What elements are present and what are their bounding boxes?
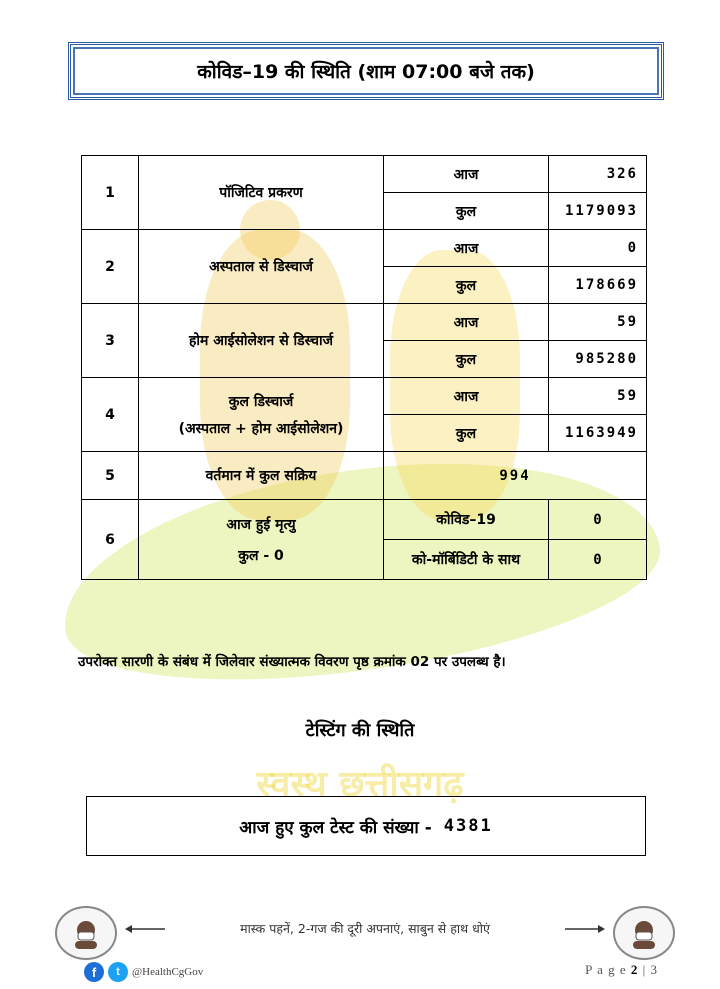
- facebook-icon[interactable]: f: [84, 962, 104, 982]
- sub-label: आज: [384, 304, 549, 341]
- arrow-right-icon: [565, 924, 605, 934]
- table-row: [82, 230, 647, 267]
- sub-value: 0: [549, 230, 647, 267]
- row-description: पॉजिटिव प्रकरण: [139, 156, 384, 230]
- mask-face-icon: [55, 906, 117, 960]
- page-label: P a g e: [585, 962, 627, 977]
- row-description: अस्पताल से डिस्चार्ज: [139, 230, 384, 304]
- sub-label: कुल: [384, 267, 549, 304]
- row-description: [139, 378, 384, 452]
- table-row: [82, 500, 647, 540]
- sub-label: आज: [384, 230, 549, 267]
- page-number: [585, 962, 658, 978]
- sub-value: 1163949: [549, 415, 647, 452]
- serial-number: 6: [82, 500, 139, 580]
- serial-number: 2: [82, 230, 139, 304]
- table-note: उपरोक्त सारणी के संबंध में जिलेवार संख्यात्मक विवरण पृष्ठ क्रमांक 02 पर उपलब्ध है।: [78, 654, 506, 670]
- footer-message: मास्क पहनें, 2-गज की दूरी अपनाएं, साबुन से हाथ धोएं: [240, 921, 490, 936]
- sub-value: 0: [549, 500, 647, 540]
- sub-value: 178669: [549, 267, 647, 304]
- page-current: 2: [630, 962, 639, 977]
- row-description: होम आईसोलेशन से डिस्चार्ज: [139, 304, 384, 378]
- serial-number: 4: [82, 378, 139, 452]
- sub-value: 59: [549, 304, 647, 341]
- sub-value: 59: [549, 378, 647, 415]
- row-description-line1: कुल डिस्चार्ज: [228, 393, 294, 410]
- serial-number: 1: [82, 156, 139, 230]
- footer-banner: [55, 906, 675, 958]
- row-description-line2: कुल - 0: [238, 547, 284, 564]
- sub-label: आज: [384, 378, 549, 415]
- sub-value: 326: [549, 156, 647, 193]
- mask-face-icon: [613, 906, 675, 960]
- twitter-icon[interactable]: t: [108, 962, 128, 982]
- active-cases-value: 994: [384, 452, 647, 500]
- serial-number: 5: [82, 452, 139, 500]
- page-sep: |: [642, 962, 647, 977]
- page-total: 3: [650, 962, 658, 977]
- watermark-bottom-text: स्वस्थ छत्तीसगढ़: [256, 764, 464, 805]
- row-description: वर्तमान में कुल सक्रिय: [139, 452, 384, 500]
- sub-label: कुल: [384, 415, 549, 452]
- social-handle[interactable]: [84, 962, 203, 982]
- testing-heading: टेस्टिंग की स्थिति: [305, 720, 415, 741]
- table-row: [82, 156, 647, 193]
- testing-value: 4381: [443, 816, 493, 836]
- social-handle-text: @HealthCgGov: [132, 966, 204, 978]
- table-row: [82, 378, 647, 415]
- table-row: [82, 452, 647, 500]
- row-description-line1: आज हुई मृत्यु: [226, 516, 296, 533]
- sub-value: 1179093: [549, 193, 647, 230]
- sub-value: 985280: [549, 341, 647, 378]
- sub-label: आज: [384, 156, 549, 193]
- sub-label: कुल: [384, 341, 549, 378]
- row-description: [139, 500, 384, 580]
- serial-number: 3: [82, 304, 139, 378]
- title-box: [68, 42, 664, 100]
- sub-label: कोविड–19: [384, 500, 549, 540]
- row-description-line2: (अस्पताल + होम आईसोलेशन): [178, 420, 344, 437]
- table-row: [82, 304, 647, 341]
- sub-value: 0: [549, 540, 647, 580]
- testing-box: [86, 796, 646, 856]
- covid-status-table: [81, 155, 647, 580]
- sub-label: कुल: [384, 193, 549, 230]
- page-title: कोविड–19 की स्थिति (शाम 07:00 बजे तक): [197, 61, 535, 83]
- sub-label: को-मॉर्बिडिटी के साथ: [384, 540, 549, 580]
- testing-label: आज हुए कुल टेस्ट की संख्या -: [239, 817, 432, 838]
